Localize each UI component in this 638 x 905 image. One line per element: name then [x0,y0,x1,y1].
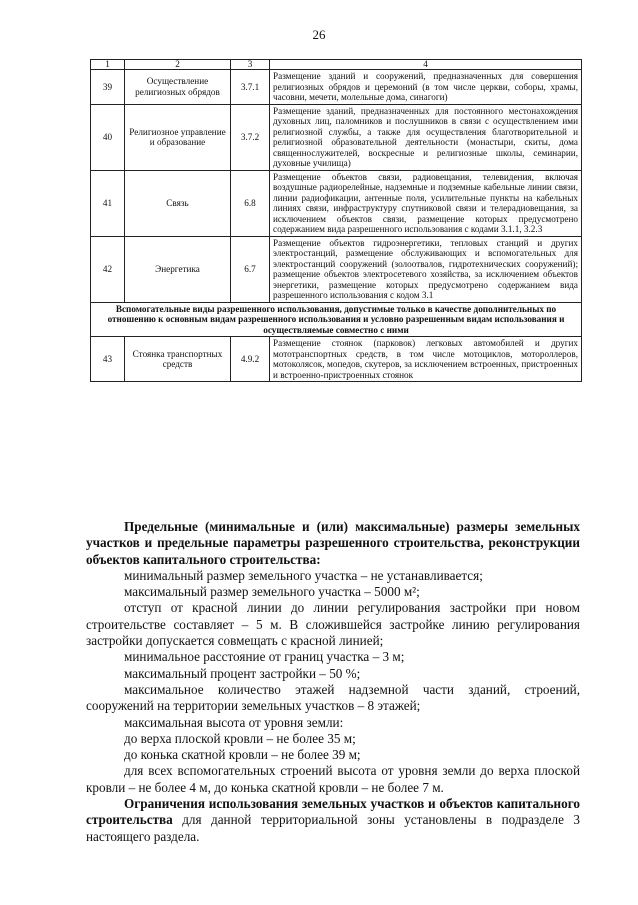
table-row [91,70,582,105]
paragraph: минимальное расстояние от границ участка – 3 м; [124,649,405,665]
row-number-cell: 40 [91,104,125,170]
use-name-cell: Связь [125,170,231,236]
table-header-row [91,60,582,70]
row-number-cell: 41 [91,170,125,236]
auxiliary-uses-section-title: Вспомогательные виды разрешенного использования, допустимые только в качестве дополнительных по отношению к основным видам разрешенного использования и условно разрешенным видам использования и осуществляемые совместно с ними [91,302,582,337]
use-code-cell: 3.7.1 [231,70,270,105]
land-use-table [90,59,582,382]
use-description-cell: Размещение объектов гидроэнергетики, тепловых станций и других электростанций, размещение обслуживающих и вспомогательных для электростанций сооружений (золоотвалов, гидротехнических сооружений); размещение объектов электросетевого хозяйства, за исключением объектов энергетики, размещение которых предусмотрено содержанием вида разрешенного использования с кодом 3.1 [270,236,582,302]
zone-parameters-text [86,519,580,845]
paragraph: отступ от красной линии до линии регулирования застройки при новом строительстве составляет – 5 м. В сложившейся застройке линию регулирования застройки допускается совмещать с красной линией; [86,600,580,649]
parameters-heading: Предельные (минимальные и (или) максимальные) размеры земельных участков и предельные параметры разрешенного строительства, реконструкции объектов капитального строительства: [86,519,580,567]
header-cell: 1 [91,60,125,70]
use-code-cell: 6.7 [231,236,270,302]
table-row [91,104,582,170]
use-name-cell: Религиозное управление и образование [125,104,231,170]
row-number-cell: 42 [91,236,125,302]
use-code-cell: 3.7.2 [231,104,270,170]
use-name-cell: Стоянка транспортных средств [125,337,231,382]
paragraph: для всех вспомогательных строений высота от уровня земли до верха плоской кровли – не более 4 м, до конька скатной кровли – не более 7 м. [86,763,580,795]
restrictions-lead: Ограничения использования земельных участков и объектов капитального строительства [86,796,580,828]
section-row [91,302,582,337]
table-row [91,337,582,382]
paragraph: минимальный размер земельного участка – не устанавливается; [124,567,483,583]
table-row [91,170,582,236]
use-name-cell: Энергетика [125,236,231,302]
use-description-cell: Размещение стоянок (парковок) легковых автомобилей и других мототранспортных средств, в том числе мотоциклов, мотороллеров, мотоколясок, мопедов, скутеров, за исключением встроенных, пристроенных и встроенно-пристроенных стоянок [270,337,582,382]
use-code-cell: 6.8 [231,170,270,236]
row-number-cell: 43 [91,337,125,382]
header-cell: 3 [231,60,270,70]
use-code-cell: 4.9.2 [231,337,270,382]
page-number: 26 [312,27,326,42]
row-number-cell: 39 [91,70,125,105]
paragraph: максимальная высота от уровня земли: [124,714,344,730]
restrictions-paragraph [86,796,580,845]
use-description-cell: Размещение объектов связи, радиовещания, телевидения, включая воздушные радиорелейные, надземные и подземные кабельные линии связи, линии радиофикации, антенные поля, усилительные пункты на кабельных линиях связи, инфраструктуру спутниковой связи и телерадиовещания, за исключением объектов связи, размещение которых предусмотрено содержанием вида разрешенного использования с кодами 3.1.1, 3.2.3 [270,170,582,236]
paragraph: максимальное количество этажей надземной части зданий, строений, сооружений на территории земельных участков – 8 этажей; [86,681,580,714]
header-cell: 2 [125,60,231,70]
table-row [91,236,582,302]
use-description-cell: Размещение зданий, предназначенных для постоянного местонахождения духовных лиц, паломников и послушников в связи с осуществлением ими религиозной службы, а также для осуществления благотворительной и религиозной образовательной деятельности (монастыри, скиты, дома священнослужителей, воскресные и религиозные школы, семинарии, духовные училища) [270,104,582,170]
paragraph: максимальный процент застройки – 50 %; [124,665,361,681]
restrictions-rest: для данной территориальной зоны установлены в подразделе 3 настоящего раздела. [86,812,580,844]
paragraph: до конька скатной кровли – не более 39 м; [124,747,361,763]
use-description-cell: Размещение зданий и сооружений, предназначенных для совершения религиозных обрядов и церемоний (в том числе церкви, соборы, храмы, часовни, мечети, молельные дома, синагоги) [270,70,582,105]
paragraph: до верха плоской кровли – не более 35 м; [124,730,356,746]
use-name-cell: Осуществление религиозных обрядов [125,70,231,105]
header-cell: 4 [270,60,582,70]
paragraph: максимальный размер земельного участка – 5000 м²; [124,584,420,600]
